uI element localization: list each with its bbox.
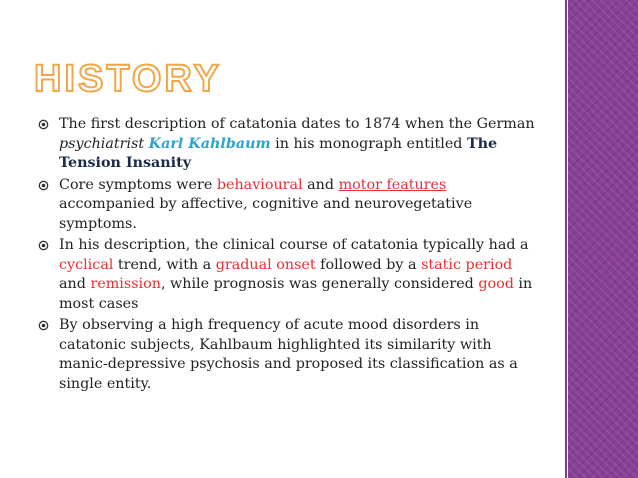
bullet-marker-icon bbox=[38, 240, 49, 251]
bullet-item bbox=[38, 236, 538, 314]
bullet-text: The first description of catatonia dates to 1874 when the German psychiatrist Karl Kahlbaum in his monograph entitled The Tension Insanity bbox=[59, 116, 535, 171]
highlight-name: Karl Kahlbaum bbox=[148, 135, 271, 152]
bullet-list bbox=[38, 115, 538, 396]
highlight-title: The Tension Insanity bbox=[59, 135, 498, 171]
bullet-item bbox=[38, 176, 538, 235]
bullet-text: Core symptoms were behavioural and motor features accompanied by affective, cognitive and neurovegetative symptoms. bbox=[59, 176, 473, 232]
slide-title: HISTORY bbox=[34, 58, 222, 100]
bullet-item bbox=[38, 316, 538, 394]
sidebar-divider bbox=[565, 0, 567, 478]
bullet-marker-icon bbox=[38, 119, 49, 130]
bullet-item bbox=[38, 115, 538, 174]
bullet-text: In his description, the clinical course of catatonia typically had a cyclical trend, with a gradual onset followed by a static period and remission, while prognosis was generally considered good in most cases bbox=[59, 237, 533, 312]
decorative-sidebar bbox=[568, 0, 638, 478]
bullet-marker-icon bbox=[38, 180, 49, 191]
bullet-text: By observing a high frequency of acute mood disorders in catatonic subjects, Kahlbaum highlighted its similarity with manic-depressive psychosis and proposed its classification as a single entity. bbox=[59, 317, 518, 392]
bullet-marker-icon bbox=[38, 320, 49, 331]
